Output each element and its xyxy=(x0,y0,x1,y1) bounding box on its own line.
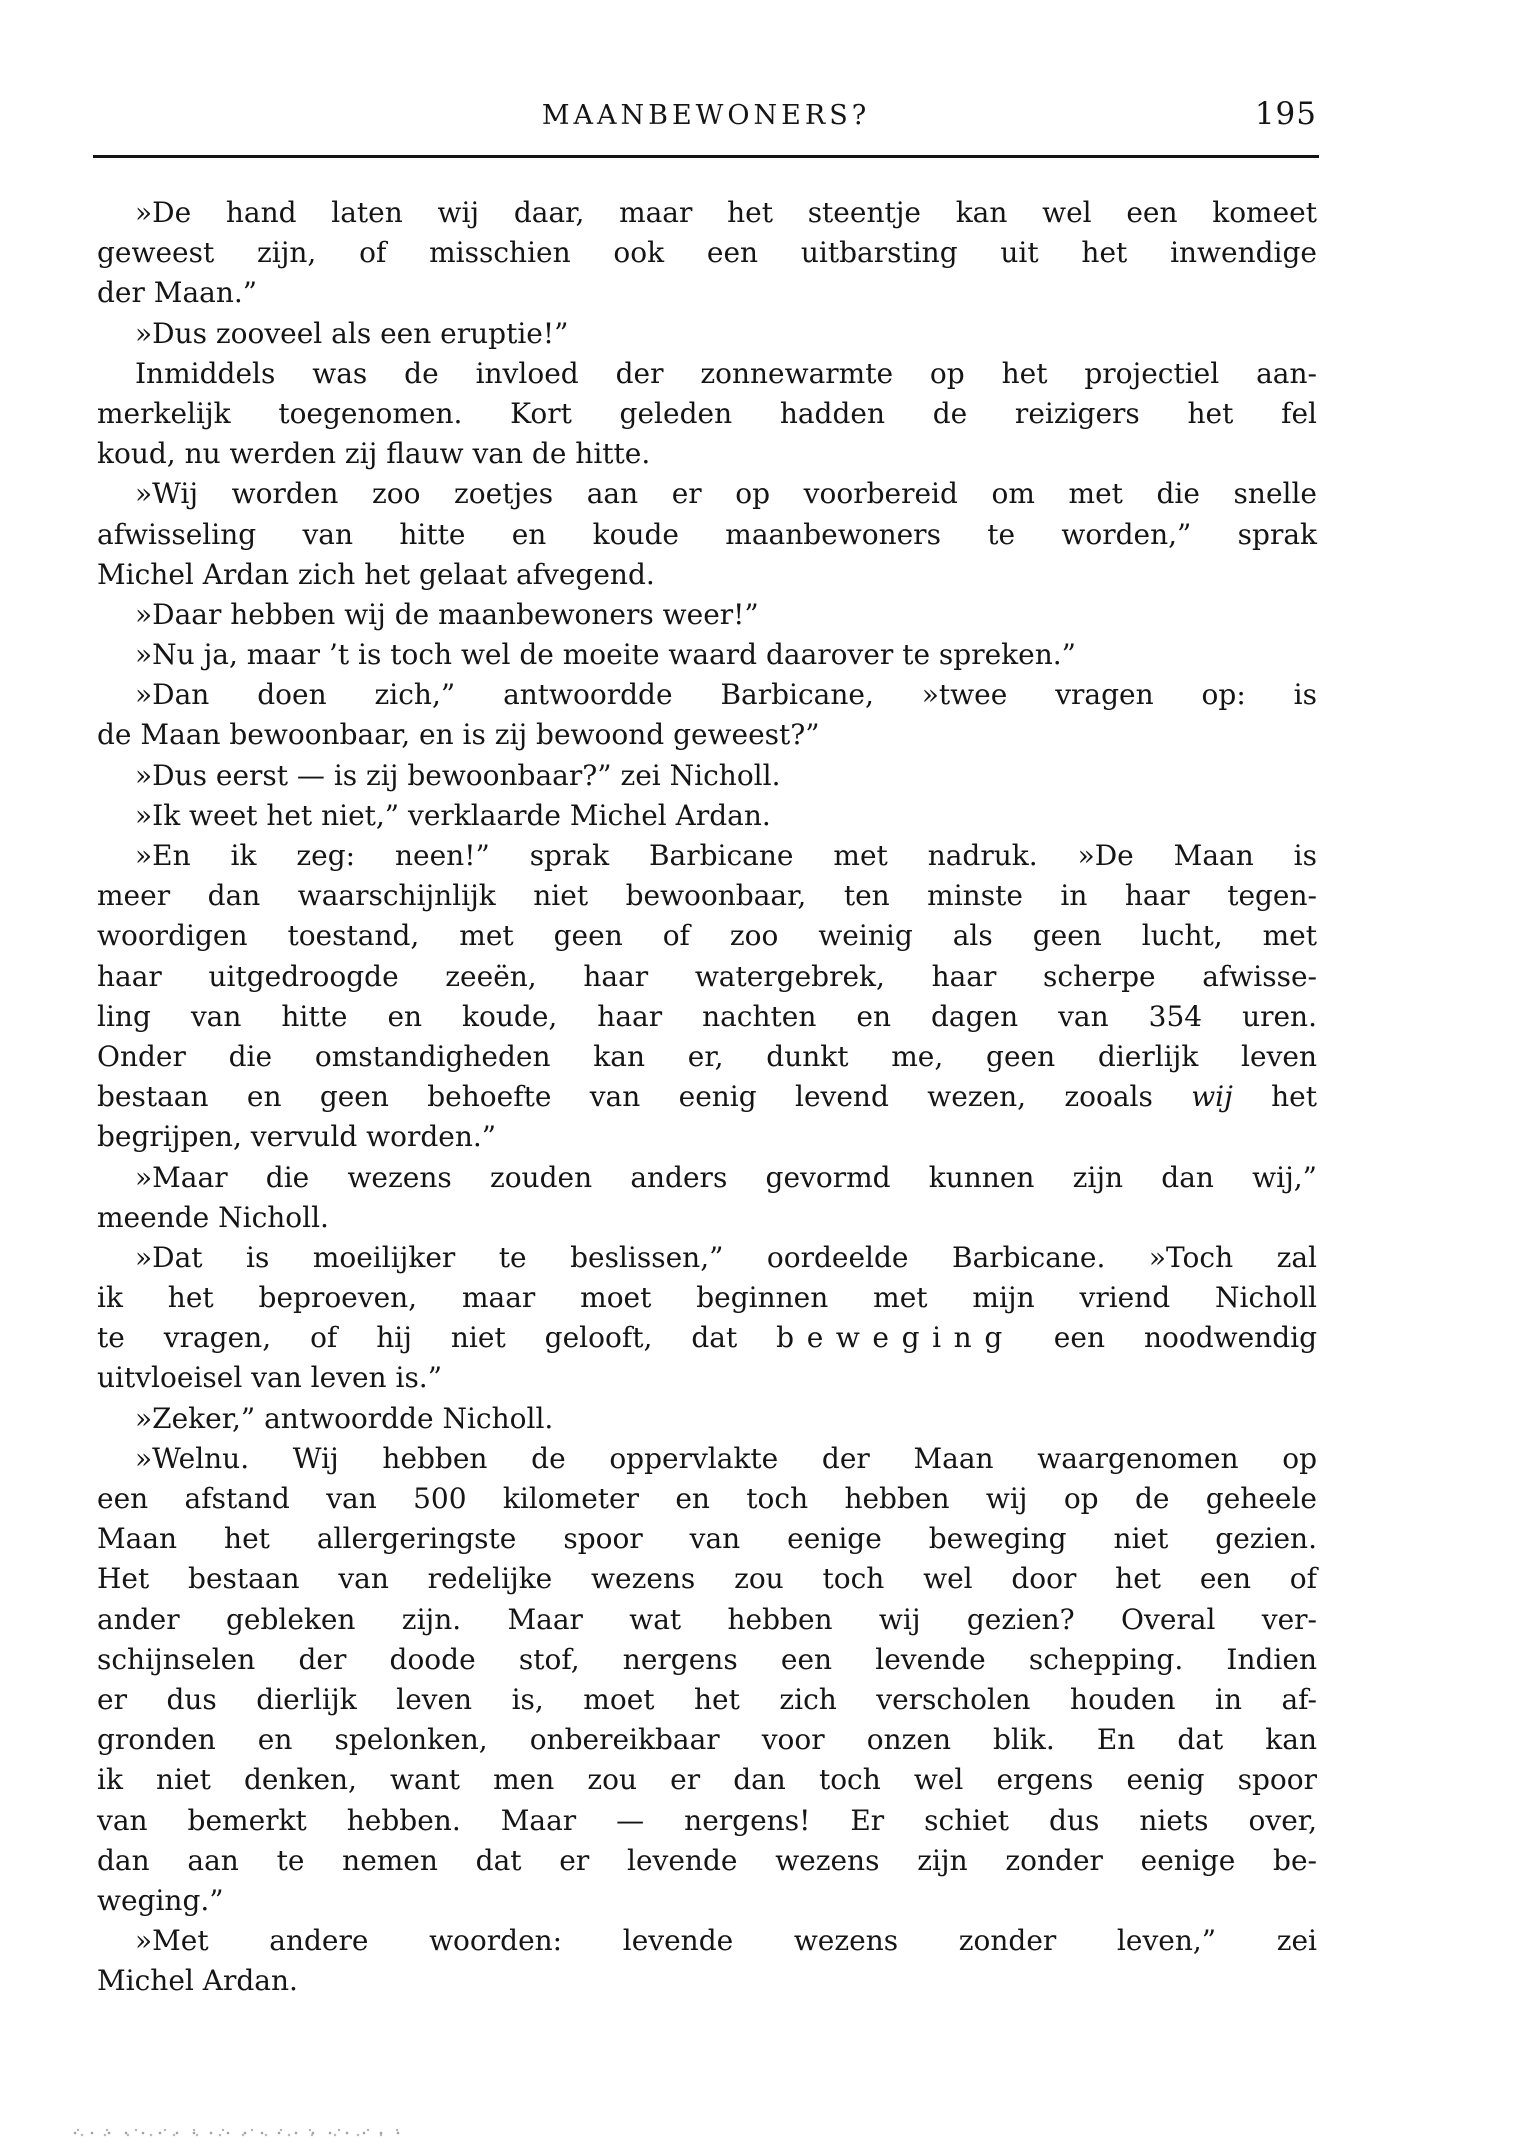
text-segment: »Nu ja, maar ’t is toch wel de moeite waard daarover te spreken.” xyxy=(135,638,1076,672)
text-segment: van bemerkt hebben. Maar — nergens! Er schiet dus niets over, xyxy=(97,1803,1317,1837)
text-line xyxy=(97,1841,1317,1881)
text-segment: bestaan en geen behoefte van eenig levend wezen, zooals xyxy=(97,1080,1192,1114)
text-segment: ling van hitte en koude, haar nachten en dagen van 354 uren. xyxy=(97,999,1317,1033)
text-segment: een noodwendig xyxy=(1014,1321,1317,1355)
text-line xyxy=(97,595,1317,635)
text-line xyxy=(97,354,1317,394)
text-line xyxy=(97,555,1317,595)
text-line xyxy=(97,957,1317,997)
text-line xyxy=(97,1439,1317,1479)
text-line xyxy=(97,1881,1317,1921)
text-line xyxy=(97,1278,1317,1318)
text-segment: »Met andere woorden: levende wezens zonder leven,” zei xyxy=(135,1924,1317,1958)
text-line xyxy=(97,1559,1317,1599)
text-segment: gronden en spelonken, onbereikbaar voor onzen blik. En dat kan xyxy=(97,1723,1317,1757)
text-segment: »Ik weet het niet,” verklaarde Michel Ardan. xyxy=(135,798,771,832)
text-body xyxy=(97,193,1317,2001)
text-segment: »Dan doen zich,” antwoordde Barbicane, »twee vragen op: is xyxy=(135,678,1317,712)
text-line xyxy=(97,997,1317,1037)
header-divider xyxy=(93,155,1319,158)
text-segment: »Maar die wezens zouden anders gevormd kunnen zijn dan wij,” xyxy=(135,1160,1317,1194)
text-segment: uitvloeisel van leven is.” xyxy=(97,1361,443,1395)
text-line xyxy=(97,434,1317,474)
text-segment: een afstand van 500 kilometer en toch hebben wij op de geheele xyxy=(97,1482,1317,1515)
text-segment: »Dus zooveel als een eruptie!” xyxy=(135,316,569,350)
running-header xyxy=(95,96,1317,144)
text-segment-italic: wij xyxy=(1191,1080,1233,1114)
text-segment: »Dat is moeilijker te beslissen,” oordeelde Barbicane. »Toch zal xyxy=(135,1240,1317,1274)
text-line xyxy=(97,675,1317,715)
text-line xyxy=(97,515,1317,555)
text-line xyxy=(97,1037,1317,1077)
text-segment: Michel Ardan. xyxy=(97,1964,298,1998)
text-segment: Het bestaan van redelijke wezens zou toch wel door het een of xyxy=(97,1562,1317,1596)
text-line xyxy=(97,394,1317,434)
text-line xyxy=(97,1399,1317,1439)
text-line xyxy=(97,1801,1317,1841)
text-segment: ik het beproeven, maar moet beginnen met mijn vriend Nicholl xyxy=(97,1281,1317,1315)
text-segment: Maan het allergeringste spoor van eenige beweging niet gezien. xyxy=(97,1522,1317,1556)
text-line xyxy=(97,1077,1317,1117)
text-segment: meer dan waarschijnlijk niet bewoonbaar, ten minste in haar tegen- xyxy=(97,879,1317,913)
text-segment: er dus dierlijk leven is, moet het zich verscholen houden in af- xyxy=(97,1682,1317,1716)
text-segment: »Dus eerst — is zij bewoonbaar?” zei Nicholl. xyxy=(135,758,781,792)
text-line xyxy=(97,233,1317,273)
page-number: 195 xyxy=(1254,96,1317,132)
text-segment: te vragen, of hij niet gelooft, dat xyxy=(97,1321,777,1355)
text-segment: »Daar hebben wij de maanbewoners weer!” xyxy=(135,597,759,631)
text-line xyxy=(97,1640,1317,1680)
text-segment: der Maan.” xyxy=(97,276,258,310)
text-segment: »De hand laten wij daar, maar het steentje kan wel een komeet xyxy=(135,196,1317,229)
text-line xyxy=(97,1680,1317,1720)
text-line xyxy=(97,1760,1317,1800)
text-line xyxy=(97,1318,1317,1358)
text-segment: afwisseling van hitte en koude maanbewoners te worden,” sprak xyxy=(97,517,1317,551)
text-line xyxy=(97,635,1317,675)
text-segment: »En ik zeg: neen!” sprak Barbicane met nadruk. »De Maan is xyxy=(135,839,1317,872)
text-line xyxy=(97,836,1317,876)
text-segment: Onder die omstandigheden kan er, dunkt me, geen dierlijk leven xyxy=(97,1039,1317,1073)
text-line xyxy=(97,1198,1317,1238)
text-segment: koud, nu werden zij flauw van de hitte. xyxy=(97,437,651,471)
text-line xyxy=(97,1238,1317,1278)
text-line xyxy=(97,1921,1317,1961)
text-line xyxy=(97,916,1317,956)
text-segment-spaced: beweging xyxy=(776,1321,1015,1355)
text-line xyxy=(97,1358,1317,1398)
text-segment: ander gebleken zijn. Maar wat hebben wij gezien? Overal ver- xyxy=(97,1602,1317,1636)
text-segment: »Welnu. Wij hebben de oppervlakte der Maan waargenomen op xyxy=(135,1441,1317,1475)
text-segment: »Zeker,” antwoordde Nicholl. xyxy=(135,1401,554,1435)
text-line xyxy=(97,1961,1317,2001)
text-segment: meende Nicholl. xyxy=(97,1200,329,1234)
text-line xyxy=(97,273,1317,313)
text-segment: »Wij worden zoo zoetjes aan er op voorbereid om met die snelle xyxy=(135,477,1317,511)
text-line xyxy=(97,474,1317,514)
text-segment: Michel Ardan zich het gelaat afvegend. xyxy=(97,557,655,591)
text-line xyxy=(97,1479,1317,1519)
text-segment: Inmiddels was de invloed der zonnewarmte op het projectiel aan- xyxy=(135,356,1317,390)
text-segment: haar uitgedroogde zeeën, haar watergebrek, haar scherpe afwisse- xyxy=(97,959,1317,993)
text-line xyxy=(97,1117,1317,1157)
text-line xyxy=(97,1720,1317,1760)
text-segment: de Maan bewoonbaar, en is zij bewoond geweest?” xyxy=(97,718,820,752)
text-line xyxy=(97,1519,1317,1559)
text-line xyxy=(97,314,1317,354)
text-segment: dan aan te nemen dat er levende wezens zijn zonder eenige be- xyxy=(97,1843,1317,1877)
text-line xyxy=(97,1600,1317,1640)
text-segment: weging.” xyxy=(97,1883,224,1917)
scan-noise-smudge xyxy=(72,2122,402,2138)
text-line xyxy=(97,756,1317,796)
text-segment: merkelijk toegenomen. Kort geleden hadden de reizigers het fel xyxy=(97,396,1317,430)
text-segment: woordigen toestand, met geen of zoo weinig als geen lucht, met xyxy=(97,919,1317,953)
text-segment: schijnselen der doode stof, nergens een levende schepping. Indien xyxy=(97,1642,1317,1676)
text-line xyxy=(97,715,1317,755)
text-line xyxy=(97,876,1317,916)
text-segment: ik niet denken, want men zou er dan toch wel ergens eenig spoor xyxy=(97,1763,1317,1797)
text-line xyxy=(97,1158,1317,1198)
text-segment: begrijpen, vervuld worden.” xyxy=(97,1120,497,1154)
text-line xyxy=(97,193,1317,233)
text-segment: het xyxy=(1232,1080,1317,1114)
text-segment: geweest zijn, of misschien ook een uitbarsting uit het inwendige xyxy=(97,236,1317,270)
page-title: MAANBEWONERS? xyxy=(541,100,871,131)
text-line xyxy=(97,796,1317,836)
